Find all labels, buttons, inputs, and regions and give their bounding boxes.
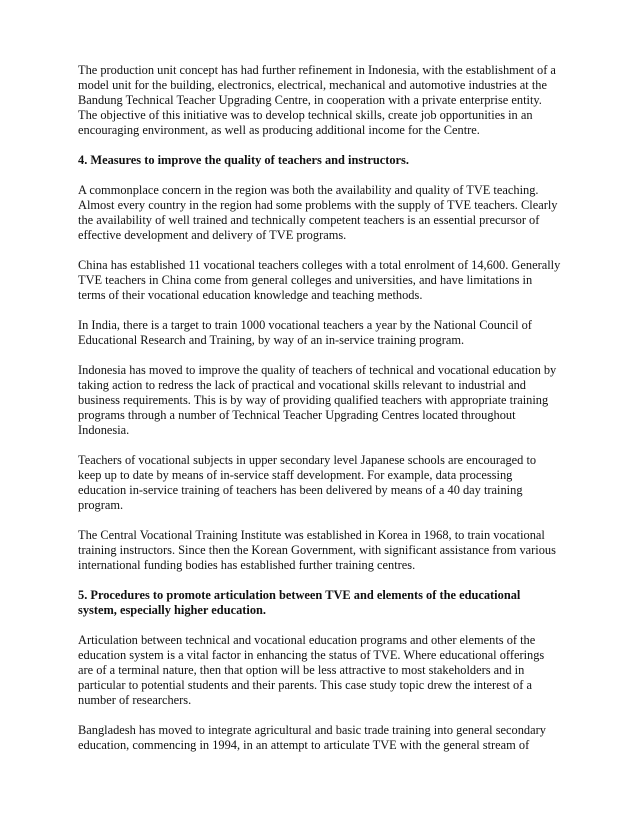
body-paragraph — [78, 528, 578, 573]
text-line: Bandung Technical Teacher Upgrading Centre, in cooperation with a private enterprise entity. — [78, 93, 542, 107]
text-line: taking action to redress the lack of practical and vocational skills relevant to industrial and — [78, 378, 526, 392]
text-line: Indonesia has moved to improve the quality of teachers of technical and vocational education by — [78, 363, 557, 377]
text-line: Indonesia. — [78, 423, 130, 437]
text-line: China has established 11 vocational teachers colleges with a total enrolment of 14,600. Generally — [78, 258, 561, 272]
text-line: business requirements. This is by way of providing qualified teachers with appropriate training — [78, 393, 549, 407]
text-line: effective development and delivery of TVE programs. — [78, 228, 347, 242]
text-line: 4. Measures to improve the quality of teachers and instructors. — [78, 153, 409, 167]
body-paragraph — [78, 318, 578, 348]
text-line: Almost every country in the region had some problems with the supply of TVE teachers. Clearly — [78, 198, 558, 212]
text-line: A commonplace concern in the region was both the availability and quality of TVE teaching. — [78, 183, 539, 197]
text-line: Bangladesh has moved to integrate agricultural and basic trade training into general secondary — [78, 723, 546, 737]
text-line: Teachers of vocational subjects in upper secondary level Japanese schools are encouraged to — [78, 453, 537, 467]
text-line: the availability of well trained and technically competent teachers is an essential precursor of — [78, 213, 540, 227]
text-line: program. — [78, 498, 124, 512]
body-paragraph — [78, 183, 578, 243]
text-line: education system is a vital factor in enhancing the status of TVE. Where educational offerings — [78, 648, 545, 662]
text-line: particular to potential students and their parents. This case study topic drew the interest of a — [78, 678, 532, 692]
text-line: model unit for the building, electronics, electrical, mechanical and automotive industries at the — [78, 78, 547, 92]
body-paragraph — [78, 453, 578, 513]
section-heading — [78, 588, 578, 618]
text-line: international funding bodies has established further training centres. — [78, 558, 416, 572]
text-line: number of researchers. — [78, 693, 192, 707]
text-line: 5. Procedures to promote articulation between TVE and elements of the educational — [78, 588, 521, 602]
text-line: TVE teachers in China come from general colleges and universities, and have limitations in — [78, 273, 533, 287]
text-line: The Central Vocational Training Institute was established in Korea in 1968, to train vocational — [78, 528, 545, 542]
section-heading — [78, 153, 578, 168]
text-line: education in-service training of teachers has been delivered by means of a 40 day training — [78, 483, 523, 497]
text-line: The production unit concept has had further refinement in Indonesia, with the establishment of a — [78, 63, 556, 77]
text-line: The objective of this initiative was to develop technical skills, create job opportunities in an — [78, 108, 533, 122]
text-line: terms of their vocational education knowledge and teaching methods. — [78, 288, 423, 302]
body-paragraph — [78, 63, 578, 138]
text-line: keep up to date by means of in-service staff development. For example, data processing — [78, 468, 513, 482]
text-line: are of a terminal nature, then that option will be less attractive to most stakeholders and in — [78, 663, 525, 677]
text-line: system, especially higher education. — [78, 603, 267, 617]
text-line: programs through a number of Technical Teacher Upgrading Centres located throughout — [78, 408, 516, 422]
text-line: In India, there is a target to train 1000 vocational teachers a year by the National Council of — [78, 318, 532, 332]
text-line: training instructors. Since then the Korean Government, with significant assistance from various — [78, 543, 556, 557]
text-line: Educational Research and Training, by way of an in-service training program. — [78, 333, 465, 347]
body-paragraph — [78, 633, 578, 708]
document-page — [78, 63, 578, 768]
text-line: encouraging environment, as well as producing additional income for the Centre. — [78, 123, 480, 137]
body-paragraph — [78, 363, 578, 438]
body-paragraph — [78, 258, 578, 303]
text-line: Articulation between technical and vocational education programs and other elements of the — [78, 633, 536, 647]
text-line: education, commencing in 1994, in an attempt to articulate TVE with the general stream of — [78, 738, 530, 752]
body-paragraph — [78, 723, 578, 753]
